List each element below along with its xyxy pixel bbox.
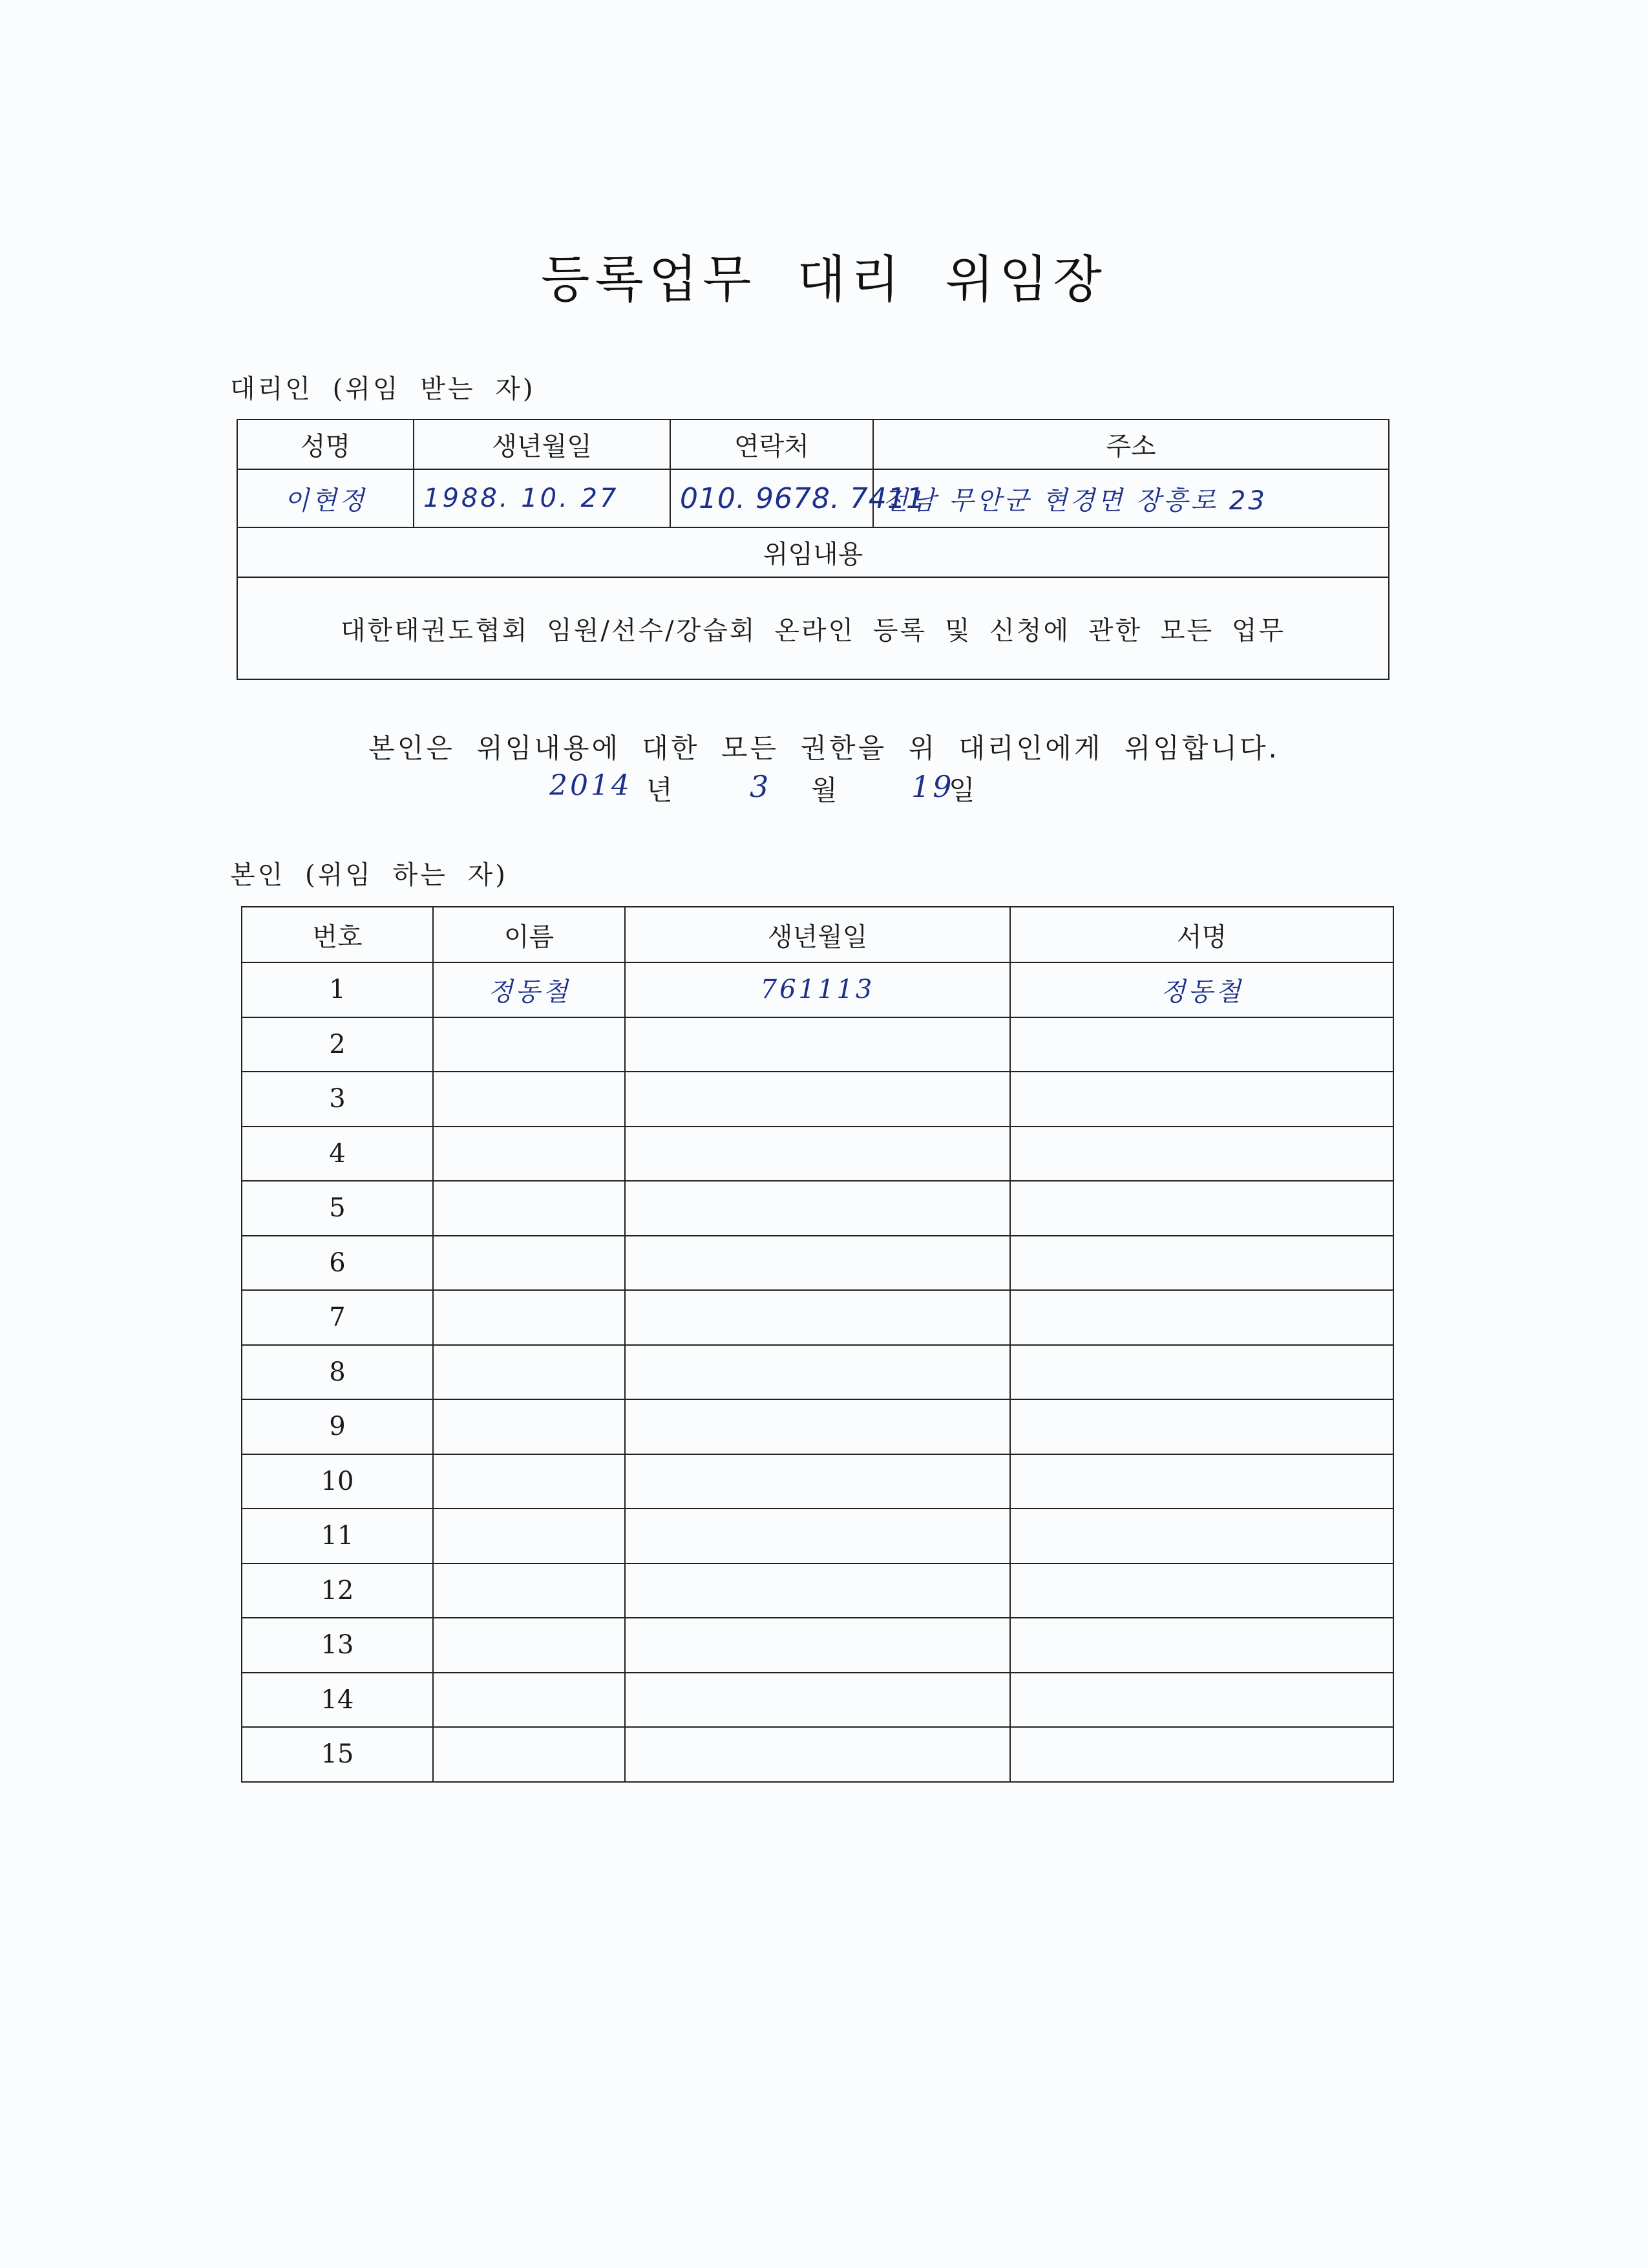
header-name: 성명 (237, 419, 414, 469)
row-name (433, 1563, 625, 1618)
row-signature (1010, 1181, 1393, 1236)
row-number: 14 (242, 1673, 433, 1728)
table-row (242, 1454, 1393, 1509)
principal-table (241, 906, 1394, 1783)
row-name (433, 1618, 625, 1673)
row-number: 8 (242, 1345, 433, 1400)
row-number: 9 (242, 1399, 433, 1454)
row-signature (1010, 1399, 1393, 1454)
agent-table (237, 419, 1389, 680)
table-row (242, 962, 1393, 1017)
row-signature (1010, 1345, 1393, 1400)
header-signature: 서명 (1010, 907, 1393, 962)
row-name (433, 1181, 625, 1236)
table-row (242, 1236, 1393, 1291)
row-signature (1010, 1127, 1393, 1182)
table-row (242, 1345, 1393, 1400)
row-signature (1010, 1563, 1393, 1618)
row-number: 3 (242, 1072, 433, 1127)
row-signature (1010, 1072, 1393, 1127)
row-birth (625, 1072, 1010, 1127)
row-birth (625, 1345, 1010, 1400)
row-name (433, 1454, 625, 1509)
row-name (433, 1236, 625, 1291)
row-birth (625, 1454, 1010, 1509)
row-birth: 761113 (625, 962, 1010, 1017)
table-row (242, 1127, 1393, 1182)
table-row (242, 1673, 1393, 1728)
date-year: 2014 (549, 769, 632, 802)
row-name (433, 1290, 625, 1345)
row-number: 6 (242, 1236, 433, 1291)
row-birth (625, 1563, 1010, 1618)
row-signature (1010, 1236, 1393, 1291)
row-name (433, 1127, 625, 1182)
row-birth (625, 1127, 1010, 1182)
row-number: 12 (242, 1563, 433, 1618)
row-birth (625, 1618, 1010, 1673)
header-birth: 생년월일 (625, 907, 1010, 962)
document-title: 등록업무 대리 위임장 (541, 251, 1107, 309)
agent-contact-value: 010. 9678. 7411 (670, 469, 873, 527)
row-birth (625, 1017, 1010, 1072)
row-number: 1 (242, 962, 433, 1017)
row-signature (1010, 1509, 1393, 1563)
agent-birth-value: 1988. 10. 27 (414, 469, 670, 527)
agent-section-label: 대리인 (위임 받는 자) (230, 374, 536, 404)
row-signature (1010, 1618, 1393, 1673)
table-row (242, 1509, 1393, 1563)
row-name (433, 1017, 625, 1072)
row-signature (1010, 1454, 1393, 1509)
row-number: 5 (242, 1181, 433, 1236)
date-month-unit: 월 (811, 774, 838, 806)
header-birth: 생년월일 (414, 419, 670, 469)
row-name: 정동철 (433, 962, 625, 1017)
delegation-statement: 본인은 위임내용에 대한 모든 권한을 위 대리인에게 위임합니다. (368, 732, 1280, 764)
table-row (242, 1017, 1393, 1072)
table-row (242, 1727, 1393, 1782)
row-number: 4 (242, 1127, 433, 1182)
row-signature (1010, 1727, 1393, 1782)
row-name (433, 1727, 625, 1782)
row-signature (1010, 1673, 1393, 1728)
principal-section-label: 본인 (위임 하는 자) (230, 860, 508, 890)
delegation-text: 대한태권도협회 임원/선수/강습회 온라인 등록 및 신청에 관한 모든 업무 (237, 577, 1389, 679)
row-signature: 정동철 (1010, 962, 1393, 1017)
date-year-unit: 년 (646, 774, 673, 806)
agent-name-value: 이현정 (237, 469, 414, 527)
table-row (242, 1399, 1393, 1454)
table-row (242, 1181, 1393, 1236)
table-row (242, 1072, 1393, 1127)
row-name (433, 1509, 625, 1563)
row-birth (625, 1509, 1010, 1563)
header-number: 번호 (242, 907, 433, 962)
table-row (242, 1618, 1393, 1673)
row-number: 7 (242, 1290, 433, 1345)
row-birth (625, 1290, 1010, 1345)
date-day: 19 (911, 769, 955, 804)
row-number: 11 (242, 1509, 433, 1563)
row-birth (625, 1236, 1010, 1291)
date-month: 3 (750, 769, 772, 804)
table-row (242, 1563, 1393, 1618)
row-birth (625, 1673, 1010, 1728)
row-name (433, 1345, 625, 1400)
agent-address-value: 전남 무안군 현경면 장흥로 23 (873, 469, 1389, 527)
row-signature (1010, 1017, 1393, 1072)
row-number: 10 (242, 1454, 433, 1509)
row-number: 13 (242, 1618, 433, 1673)
date-row (549, 769, 1066, 814)
table-row (242, 1290, 1393, 1345)
row-number: 15 (242, 1727, 433, 1782)
header-contact: 연락처 (670, 419, 873, 469)
row-name (433, 1399, 625, 1454)
row-birth (625, 1727, 1010, 1782)
row-name (433, 1673, 625, 1728)
date-day-unit: 일 (949, 774, 975, 806)
header-name: 이름 (433, 907, 625, 962)
row-number: 2 (242, 1017, 433, 1072)
row-birth (625, 1399, 1010, 1454)
row-birth (625, 1181, 1010, 1236)
header-address: 주소 (873, 419, 1389, 469)
row-name (433, 1072, 625, 1127)
delegation-header: 위임내용 (237, 527, 1389, 577)
row-signature (1010, 1290, 1393, 1345)
